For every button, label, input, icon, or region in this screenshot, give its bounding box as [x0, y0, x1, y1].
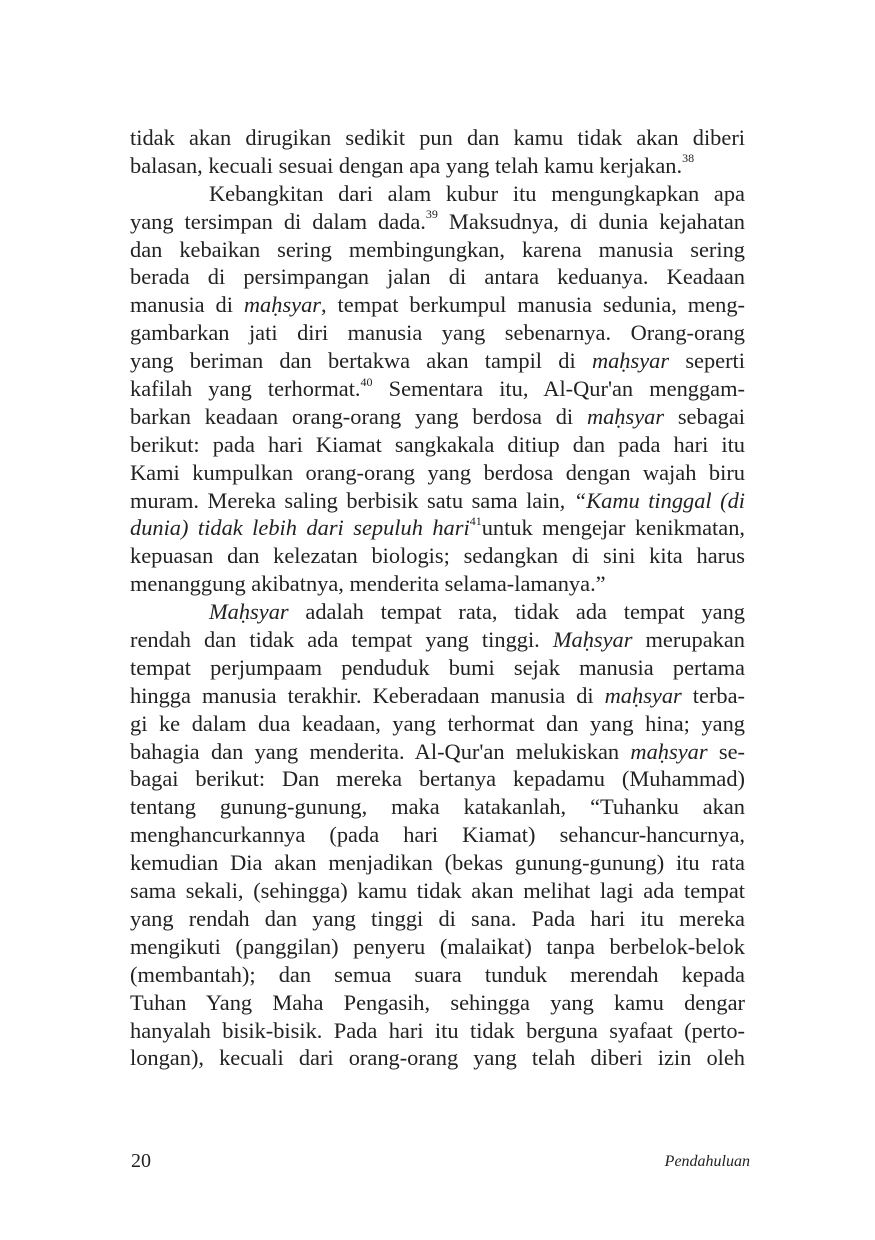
text-line: [130, 738, 745, 766]
text-line: [130, 710, 745, 738]
text-run: (membantah); dan semua suara tunduk merendah kepada: [130, 961, 745, 987]
italic-text: Maḥsyar: [552, 627, 633, 653]
text-run: hingga manusia terakhir. Keberadaan manusia di: [130, 682, 605, 708]
text-line: [130, 793, 745, 821]
text-line: [130, 933, 745, 961]
text-run: sama sekali, (sehingga) kamu tidak akan melihat lagi ada tempat: [130, 878, 745, 904]
text-line: [130, 821, 745, 849]
page-number: 20: [131, 1150, 151, 1172]
text-run: rendah dan tidak ada tempat yang tinggi.: [130, 627, 553, 653]
footnote-marker: 40: [360, 374, 373, 389]
text-line: [130, 124, 745, 152]
body-text: [130, 124, 745, 1072]
text-run: dan kebaikan sering membingungkan, karena manusia sering: [130, 236, 745, 262]
text-run: kafilah yang terhormat.: [130, 376, 361, 402]
text-line: [130, 765, 745, 793]
italic-text: maḥsyar: [586, 403, 665, 429]
text-run: bagai berikut: Dan mereka bertanya kepadamu (Muhammad): [130, 766, 745, 792]
text-line: [130, 347, 745, 375]
text-run: hanyalah bisik-bisik. Pada hari itu tidak berguna syafaat (perto-: [130, 1017, 745, 1043]
text-line: [130, 989, 745, 1017]
footnote-marker: 41: [469, 514, 482, 528]
italic-text: , “Kamu tinggal (di: [559, 487, 746, 513]
text-line: [130, 403, 745, 431]
text-run: tentang gunung-gunung, maka katakanlah, “Tuhanku akan: [130, 794, 745, 820]
text-line: [130, 626, 745, 654]
text-line: [130, 431, 745, 459]
text-run: gambarkan jati diri manusia yang sebenarnya. Orang-orang: [130, 320, 745, 346]
text-line: [130, 682, 745, 710]
italic-text: Maḥsyar: [209, 599, 289, 625]
text-run: merupakan: [632, 627, 745, 653]
italic-text: maḥsyar: [604, 682, 682, 708]
text-run: adalah tempat rata, tidak ada tempat yang: [288, 599, 745, 625]
text-line: [130, 459, 745, 487]
text-line: [130, 236, 745, 264]
footnote-marker: 38: [682, 151, 695, 166]
text-line: [130, 1044, 745, 1072]
text-line: [130, 654, 745, 682]
text-run: yang beriman dan bertakwa akan tampil di: [130, 348, 592, 374]
text-line: [130, 877, 745, 905]
text-run: Maksudnya, di dunia kejahatan: [437, 208, 746, 234]
text-line: [130, 849, 745, 877]
text-run: manusia di: [130, 292, 244, 318]
text-run: menghancurkannya (pada hari Kiamat) sehancur-hancurnya,: [130, 822, 745, 848]
text-line: [130, 961, 745, 989]
text-run: sebagai: [664, 403, 745, 429]
text-run: tempat perjumpaam penduduk bumi sejak manusia pertama: [130, 654, 745, 680]
text-line: [130, 208, 745, 236]
text-line: [130, 263, 745, 291]
text-run: mengikuti (panggilan) penyeru (malaikat) tanpa berbelok-belok: [130, 933, 745, 959]
italic-text: maḥsyar: [630, 738, 708, 764]
text-line: [130, 152, 745, 180]
text-line: [130, 180, 745, 208]
text-run: untuk mengejar kenikmatan,: [481, 515, 746, 541]
text-run: seperti: [669, 348, 745, 374]
text-run: kepuasan dan kelezatan biologis; sedangkan di sini kita harus: [130, 543, 745, 569]
text-run: , tempat berkumpul manusia sedunia, meng-: [321, 292, 745, 318]
italic-text: maḥsyar: [243, 292, 322, 318]
text-run: balasan, kecuali sesuai dengan apa yang telah kamu kerjakan.: [130, 152, 683, 178]
text-run: berikut: pada hari Kiamat sangkakala ditiup dan pada hari itu: [130, 431, 745, 457]
text-line: [130, 487, 745, 515]
text-run: Kebangkitan dari alam kubur itu mengungkapkan apa: [209, 180, 745, 206]
text-line: [130, 514, 745, 542]
text-line: [130, 570, 745, 598]
running-footer-title: Pendahuluan: [664, 1153, 750, 1170]
text-run: gi ke dalam dua keadaan, yang terhormat dan yang hina; yang: [130, 710, 745, 736]
text-run: terba-: [681, 682, 745, 708]
text-line: [130, 291, 745, 319]
italic-text: dunia) tidak lebih dari sepuluh hari: [130, 515, 470, 541]
text-run: Kami kumpulkan orang-orang yang berdosa dengan wajah biru: [130, 459, 745, 485]
text-run: yang tersimpan di dalam dada.: [130, 208, 426, 234]
text-line: [130, 1017, 745, 1045]
text-run: longan), kecuali dari orang-orang yang telah diberi izin oleh: [130, 1045, 745, 1071]
text-run: barkan keadaan orang-orang yang berdosa di: [130, 403, 587, 429]
text-run: tidak akan dirugikan sedikit pun dan kamu tidak akan diberi: [130, 125, 745, 150]
text-line: [130, 319, 745, 347]
text-run: kemudian Dia akan menjadikan (bekas gunung-gunung) itu rata: [130, 850, 745, 876]
footnote-marker: 39: [425, 207, 438, 222]
text-run: se-: [707, 738, 745, 764]
text-line: [130, 598, 745, 626]
text-line: [130, 905, 745, 933]
text-run: menanggung akibatnya, menderita selama-lamanya.”: [130, 571, 606, 597]
text-run: Sementara itu, Al-Qur'an menggam-: [372, 376, 745, 402]
text-line: [130, 542, 745, 570]
text-run: Tuhan Yang Maha Pengasih, sehingga yang kamu dengar: [130, 989, 745, 1015]
text-run: yang rendah dan yang tinggi di sana. Pada hari itu mereka: [130, 905, 745, 931]
text-run: bahagia dan yang menderita. Al-Qur'an melukiskan: [130, 738, 631, 764]
italic-text: maḥsyar: [591, 348, 670, 374]
text-run: muram. Mereka saling berbisik satu sama lain: [130, 487, 560, 513]
text-line: [130, 375, 745, 403]
text-run: berada di persimpangan jalan di antara keduanya. Keadaan: [130, 264, 745, 290]
